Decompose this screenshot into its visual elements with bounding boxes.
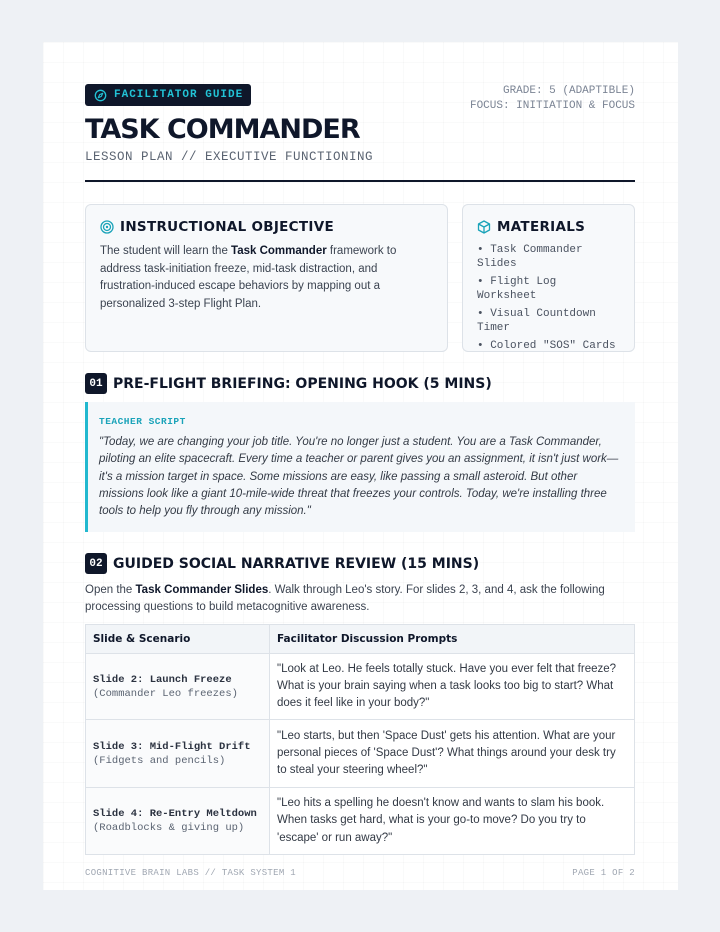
materials-list bbox=[477, 243, 620, 353]
objective-heading: INSTRUCTIONAL OBJECTIVE bbox=[120, 219, 334, 235]
slide-cell bbox=[86, 788, 270, 855]
section-heading: PRE-FLIGHT BRIEFING: OPENING HOOK (5 MINS) bbox=[113, 375, 492, 392]
section-number: 01 bbox=[85, 373, 107, 394]
table-row bbox=[86, 788, 635, 855]
target-icon bbox=[100, 220, 114, 234]
slide-name: Slide 2: Launch Freeze bbox=[93, 673, 232, 686]
section-number: 02 bbox=[85, 553, 107, 574]
slide-cell bbox=[86, 720, 270, 788]
page-title: TASK COMMANDER bbox=[85, 114, 360, 145]
slide-scenario: (Roadblocks & giving up) bbox=[93, 822, 245, 834]
focus-label: FOCUS: INITIATION & FOCUS bbox=[469, 100, 635, 112]
slide-scenario: (Fidgets and pencils) bbox=[93, 754, 226, 767]
footer-left: COGNITIVE BRAIN LABS // TASK SYSTEM 1 bbox=[85, 868, 296, 878]
page-content bbox=[85, 42, 635, 890]
badge-label: FACILITATOR GUIDE bbox=[114, 89, 244, 101]
objective-text: The student will learn the Task Commander framework to address task-initiation freeze, mid-task distraction, and frustration-induced escape behaviors by mapping out a personalized 3-step Flight Plan. bbox=[100, 245, 397, 310]
page-subtitle: LESSON PLAN // EXECUTIVE FUNCTIONING bbox=[85, 150, 374, 164]
section-1-header bbox=[85, 373, 492, 394]
list-item: • Visual Countdown Timer bbox=[477, 308, 596, 334]
table-row bbox=[86, 654, 635, 720]
table-header-row bbox=[86, 625, 635, 654]
slide-scenario: (Commander Leo freezes) bbox=[93, 687, 238, 700]
list-item: • Task Commander Slides bbox=[477, 244, 583, 270]
script-quote: "Today, we are changing your job title. You're no longer just a student. You are a Task Commander, piloting an elite spacecraft. Every time a teacher or parent gives you an assignment, it isn't just work—it's a mission target in space. Some missions are easy, like passing a small asteroid. But other missions look like a giant 10-mile-wide threat that freezes your controls. Today, we're installing three tools to help you fly through any mission." bbox=[99, 436, 619, 518]
table-row bbox=[86, 720, 635, 788]
list-item: • Flight Log Worksheet bbox=[477, 276, 557, 302]
lesson-meta bbox=[470, 84, 635, 114]
materials-card bbox=[462, 204, 635, 352]
compass-icon bbox=[94, 89, 107, 102]
list-item: • Colored "SOS" Cards bbox=[477, 340, 616, 352]
teacher-script bbox=[85, 402, 635, 532]
grade-label: GRADE: 5 (ADAPTIBLE) bbox=[502, 85, 635, 97]
section-heading: GUIDED SOCIAL NARRATIVE REVIEW (15 MINS) bbox=[113, 555, 480, 572]
page-footer bbox=[85, 868, 635, 878]
header-divider bbox=[85, 180, 635, 182]
section-2-intro: Open the Task Commander Slides. Walk through Leo's story. For slides 2, 3, and 4, ask the following processing questions to build metacognitive awareness. bbox=[85, 584, 605, 613]
discussion-table bbox=[85, 624, 635, 855]
prompt-cell: "Leo starts, but then 'Space Dust' gets his attention. What are your personal pieces of 'Space Dust'? What things around your desk try to steal your steering wheel?" bbox=[270, 720, 635, 788]
prompt-cell: "Look at Leo. He feels totally stuck. Have you ever felt that freeze? What is your brain saying when a task looks too big to start? What does it feel like in your body?" bbox=[270, 654, 635, 720]
column-header: Facilitator Discussion Prompts bbox=[270, 625, 635, 654]
script-label: TEACHER SCRIPT bbox=[99, 416, 186, 427]
facilitator-badge bbox=[85, 84, 251, 106]
document-page bbox=[43, 42, 678, 890]
slide-name: Slide 4: Re-Entry Meltdown bbox=[93, 808, 257, 820]
section-2-header bbox=[85, 553, 479, 574]
slide-name: Slide 3: Mid-Flight Drift bbox=[93, 740, 251, 753]
slide-cell bbox=[86, 654, 270, 720]
materials-heading: MATERIALS bbox=[497, 219, 586, 235]
column-header: Slide & Scenario bbox=[86, 625, 270, 654]
page-number: PAGE 1 OF 2 bbox=[572, 868, 635, 878]
prompt-cell: "Leo hits a spelling he doesn't know and wants to slam his book. When tasks get hard, what is your go-to move? Do you try to 'escape' or run away?" bbox=[270, 788, 635, 855]
box-icon bbox=[477, 220, 491, 234]
objective-card bbox=[85, 204, 448, 352]
